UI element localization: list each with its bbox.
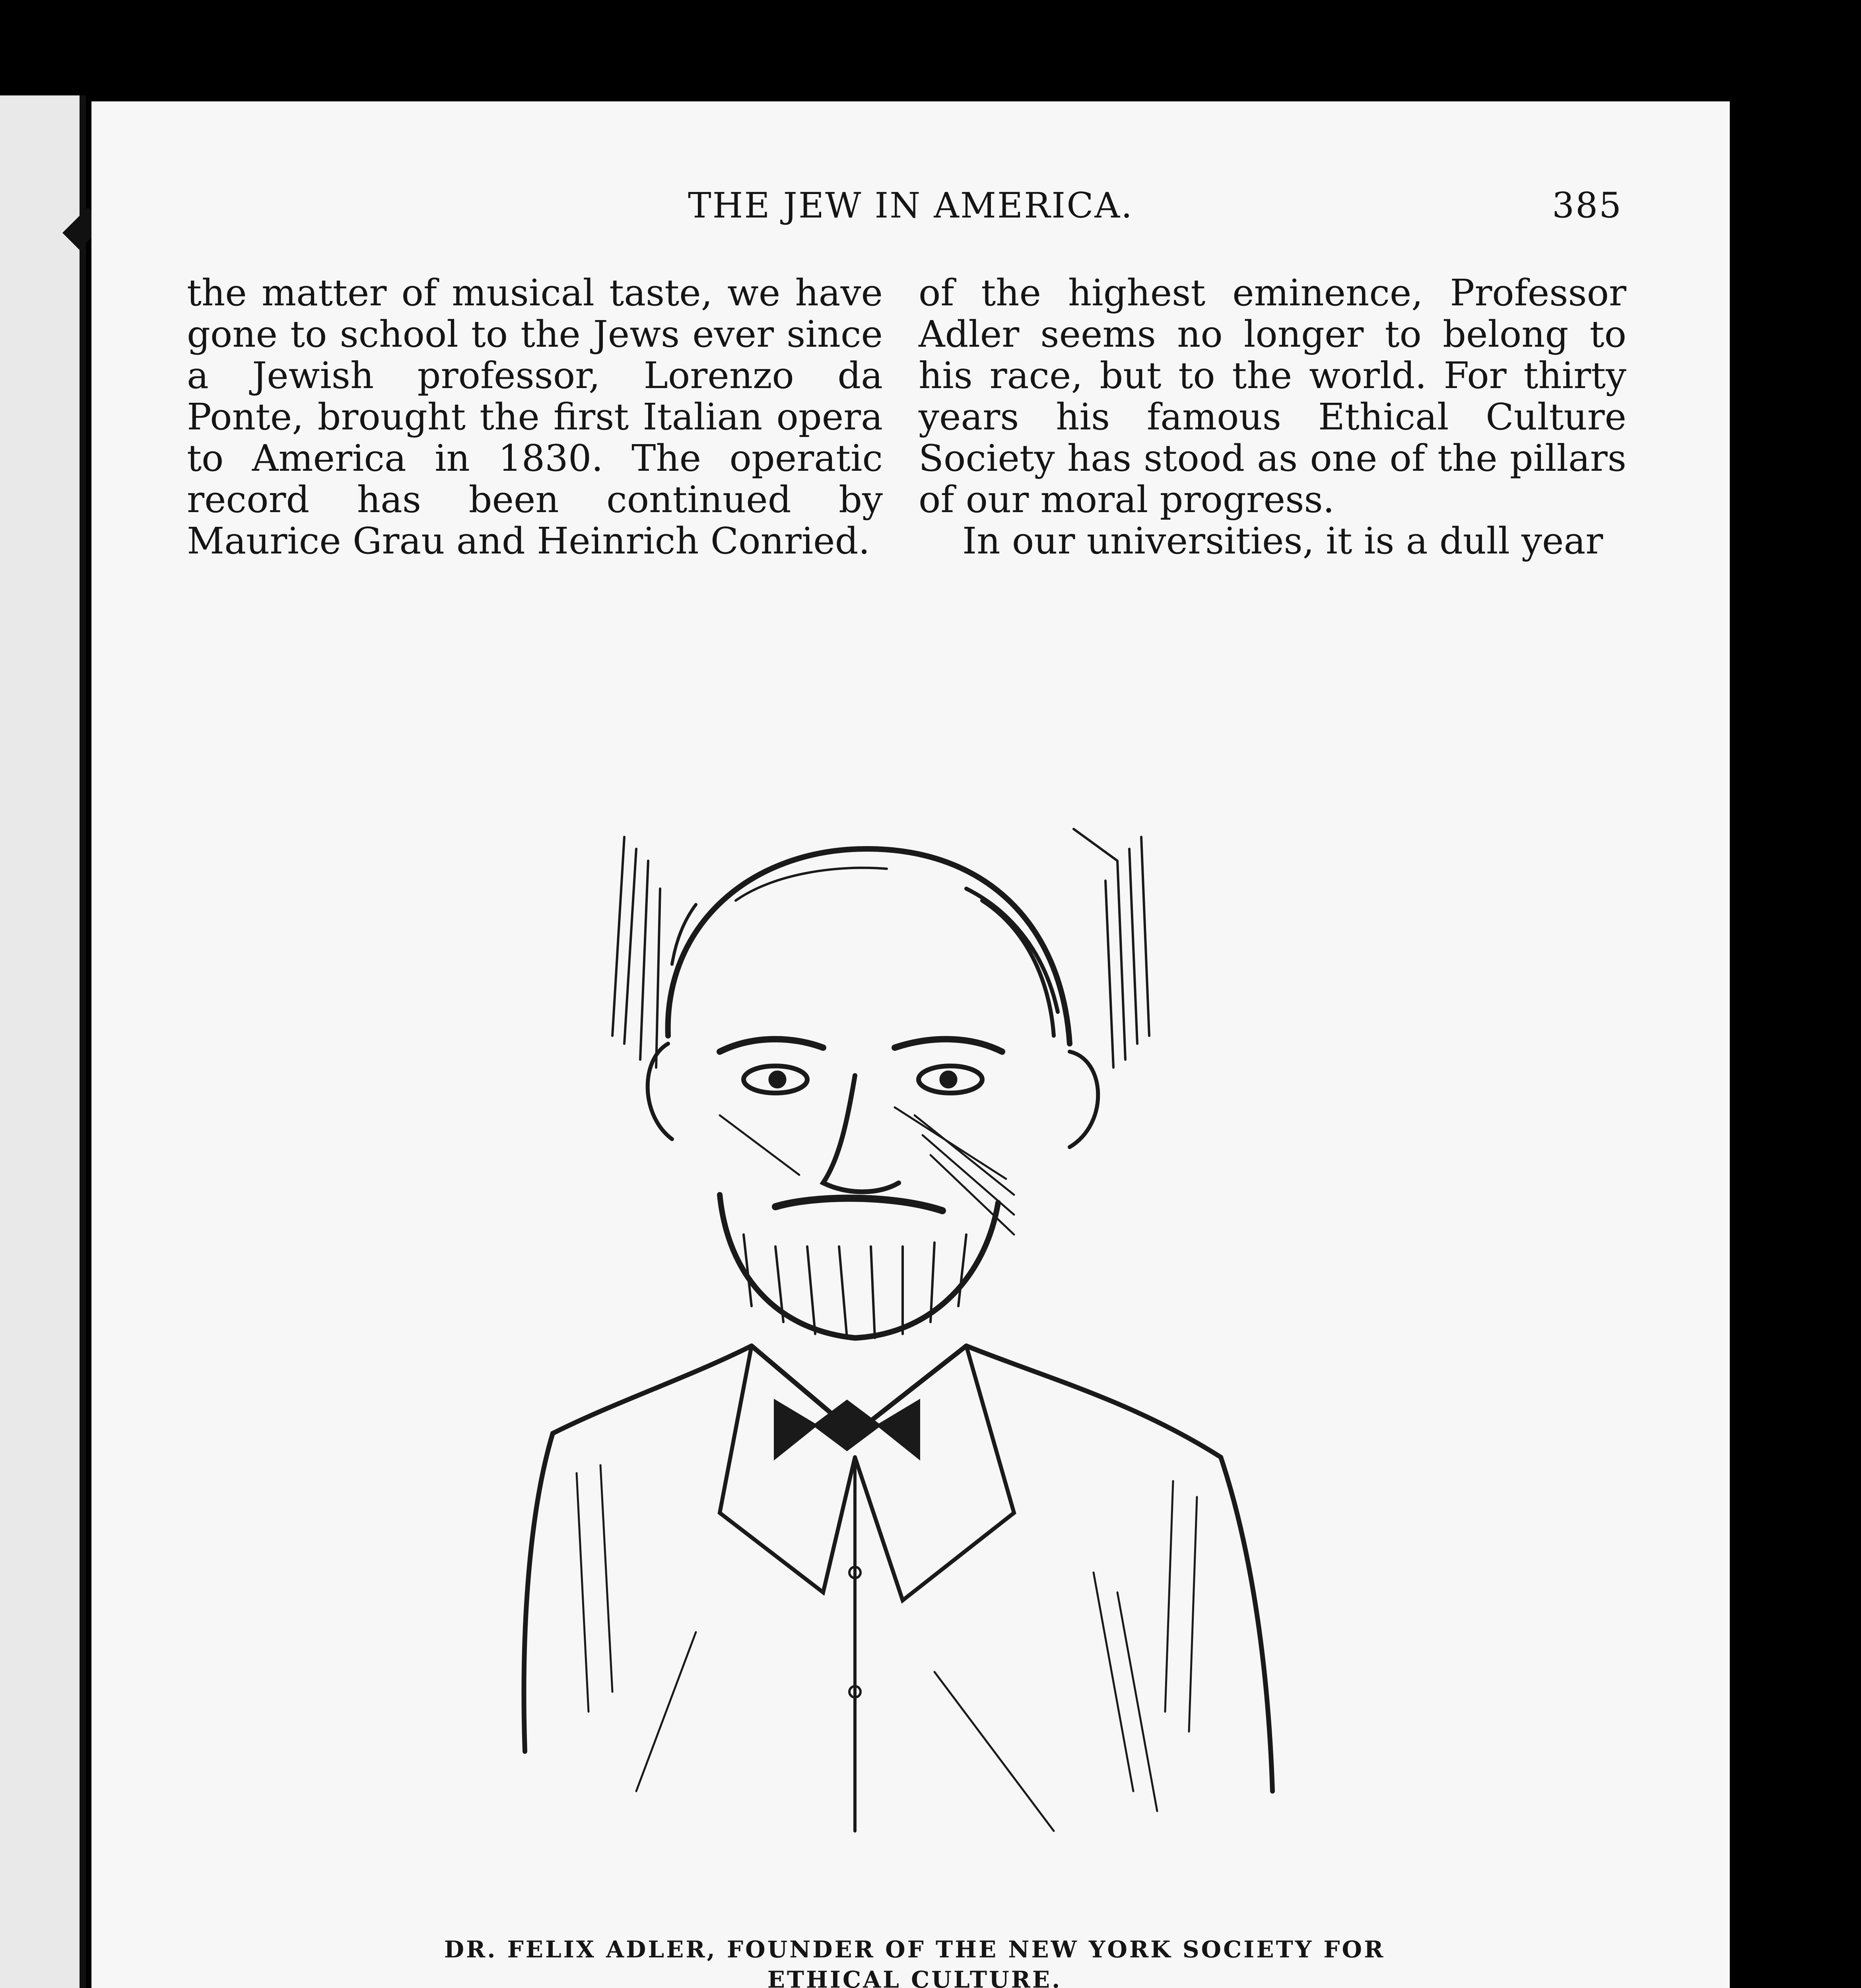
- book-page: [91, 101, 1730, 1988]
- running-header: [91, 185, 1730, 241]
- page-number: 385: [1552, 185, 1622, 226]
- figure-caption: [410, 1934, 1420, 1988]
- caption-line: DR. FELIX ADLER, FOUNDER OF THE NEW YORK SOCIETY FOR: [444, 1936, 1385, 1963]
- running-title: THE JEW IN AMERICA.: [688, 185, 1134, 226]
- column-right-top: [919, 272, 1626, 562]
- left-page-edge: [0, 95, 86, 1988]
- portrait-illustration: [497, 757, 1340, 1855]
- paragraph: the matter of musical taste, we have gone to school to the Jews ever since a Jewish professor, Lorenzo da Ponte, brought the first Italian opera to America in 1830. The operatic record has been continued by Maurice Grau and Heinrich Conried.: [187, 272, 883, 562]
- paragraph: In our universities, it is a dull year: [962, 520, 1603, 562]
- caption-line: ETHICAL CULTURE.: [767, 1966, 1062, 1988]
- column-left-top: [187, 272, 883, 562]
- paragraph: of the highest eminence, Professor Adler seems no longer to belong to his race, but to the world. For thirty years his famous Ethical Culture Society has stood as one of the pillars of our moral progress.: [919, 272, 1626, 521]
